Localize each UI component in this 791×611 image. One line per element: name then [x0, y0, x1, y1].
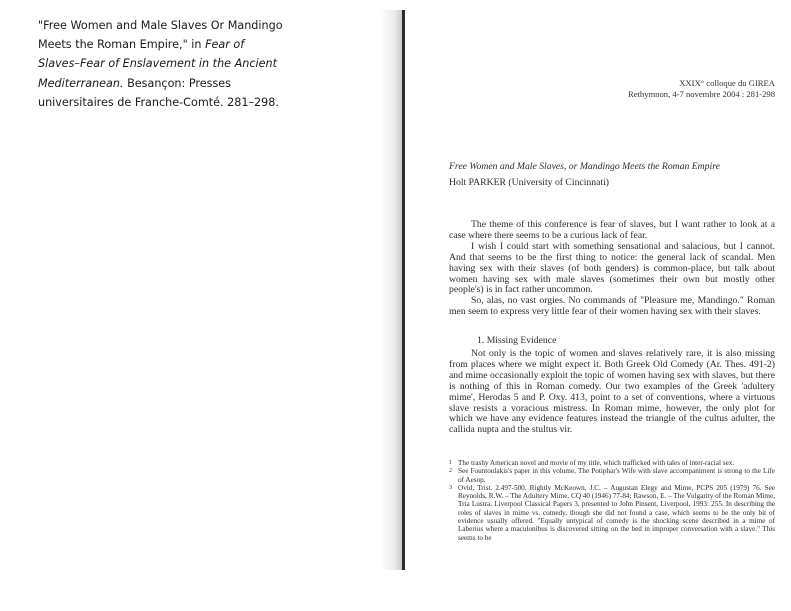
citation-italic-title: Fear of Slaves–Fear of Enslavement in the Ancient Mediterranean.: [38, 38, 277, 90]
intro-text: [449, 220, 775, 318]
footnote-text: See Fountoulakis's paper in this volume, The Potiphar's Wife with slave accompaniment is strong to the Life of Aesop.: [458, 467, 775, 484]
footnote: [449, 484, 775, 542]
footnote-text: Ovid, Trist. 2.497-500. Rightly McKeown, J.C. – Augustan Elegy and Mime, PCPS 205 (1979) 76. See Reynolds, R.W. – The Adultery Mime, CQ 40 (1946) 77-84; Rawson, E. – The Vulgarity of the Roman Mime, Tria Lustra, Liverpool Classical Papers 3, presented to John Pinsent, Liverpool, 1993: 255. In describing the roles of slaves in mime vs. comedy, though she did not found a case, which seems to be the only bit of evidence usually offered. "Equally untypical of comedy is the shocking scene described in a mime of Laberius where a maculonibus is discovered sitting on the bed in improper conversation with a slave." This seems to be: [458, 483, 775, 542]
article-author: Holt PARKER (University of Cincinnati): [449, 177, 610, 188]
citation-part1: "Free Women and Male Slaves Or Mandingo Meets the Roman Empire," in: [38, 19, 283, 52]
footnote-text: The trashy American novel and movie of my title, which trafficked with tales of inter-racial sex.: [458, 459, 735, 467]
citation-text: [38, 16, 283, 112]
header-line-2: Rethymnon, 4-7 novembre 2004 : 281-298: [627, 89, 775, 100]
section-heading: 1. Missing Evidence: [477, 335, 557, 346]
header-line-1: XXIX° colloque du GIREA: [679, 78, 775, 88]
page-gutter-shadow: [380, 10, 404, 570]
paragraph: Not only is the topic of women and slaves relatively rare, it is also missing from places where we might expect it. Both Greek Old Comedy (Ar. Thes. 491-2) and mime occasionally exploit the topic of women having sex with slaves, but there is nothing of this in Roman comedy. Our two examples of the Greek 'adultery mime', Herodas 5 and P. Oxy. 413, point to a set of conventions, where a virtuous slave resists a voracious mistress. In Roman mime, however, the only plot for which we have any evidence features instead the triangle of the cultus adulter, the callida nupta and the stultus vir.: [449, 348, 775, 436]
footnote-number: 1: [449, 460, 452, 466]
citation-part2: Besançon: Presses universitaires de Franche-Comté. 281–298.: [38, 76, 279, 109]
footnote: [449, 459, 775, 467]
section-text: [449, 349, 775, 436]
paragraph: So, alas, no vast orgies. No commands of "Pleasure me, Mandingo." Roman men seem to express very little fear of their women having sex with their slaves.: [449, 295, 775, 318]
scanned-page: [405, 10, 791, 570]
running-header: [628, 78, 775, 100]
paragraph: The theme of this conference is fear of slaves, but I want rather to look at a case where there seems to be a curious lack of fear.: [449, 219, 775, 241]
footnote-number: 2: [449, 468, 452, 475]
footnote: [449, 467, 775, 484]
footnote-number: 3: [449, 484, 452, 491]
paragraph: I wish I could start with something sensational and salacious, but I cannot. And that seems to be the first thing to notice: the general lack of scandal. Men having sex with their slaves (of both genders) is common-place, but talk about women having sex with male slaves (sometimes their own but mostly other people's) is in fact rather uncommon.: [449, 240, 775, 296]
article-title: Free Women and Male Slaves, or Mandingo Meets the Roman Empire: [449, 161, 720, 172]
footnotes: [449, 459, 775, 542]
